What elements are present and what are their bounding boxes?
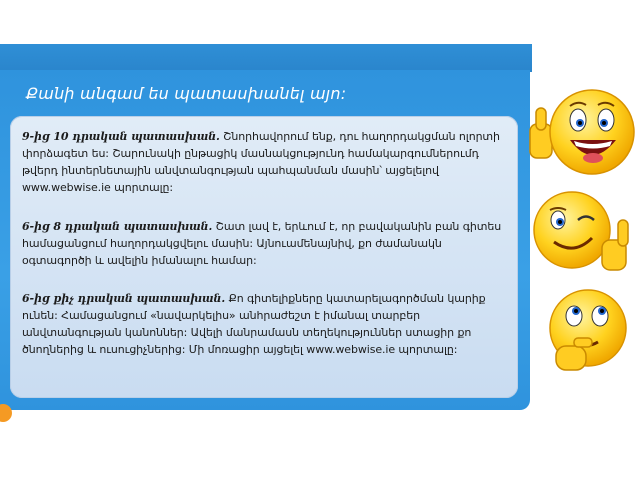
header-band xyxy=(0,44,532,72)
thinking-smiley-icon xyxy=(538,286,638,386)
result-text: Քո գիտելիքները կատարելագործման կարիք ունեն: Համացանցում «նավարկելիս» անհրաժեշտ է իմանալ տարբեր անվտանգության կանոններ: Ավելի մանրամասն տեղեկություններ ստացիր քո ծնողներից և ուսուցիչներից: Մի մոռացիր այցելել www.webwise.ie պորտալը: xyxy=(22,292,486,356)
result-lead: 6-ից 8 դրական պատասխան. xyxy=(22,220,213,233)
result-text: Շատ լավ է, երևում է, որ բավականին բան գիտես համացանցում հաղորդակցվելու մասին: Այնուամենայնիվ, քո ժամանակն օգտագործի և ավելին իմանալու համար: xyxy=(22,220,502,267)
result-entry-high xyxy=(22,128,508,196)
decorative-dot xyxy=(0,404,12,422)
result-lead: 6-ից քիչ դրական պատասխան. xyxy=(22,292,226,305)
result-entry-low xyxy=(22,290,508,358)
result-text: Շնորհավորում ենք, դու հաղորդակցման ոլորտի փորձագետ ես: Շարունակի ընթացիկ մասնակցությունդ համակարգումներումդ թվերդ ինտերնետային անվտանգության պահպանման մասին՝ այցելելով www.webwise.ie պորտալը: xyxy=(22,130,500,194)
thumbs-up-smiley-icon xyxy=(526,84,636,184)
result-entry-medium xyxy=(22,218,508,269)
result-lead: 9-ից 10 դրական պատասխան. xyxy=(22,130,220,143)
winking-smiley-icon xyxy=(528,188,638,288)
page-title: Քանի անգամ ես պատասխանել այո: xyxy=(26,84,347,103)
